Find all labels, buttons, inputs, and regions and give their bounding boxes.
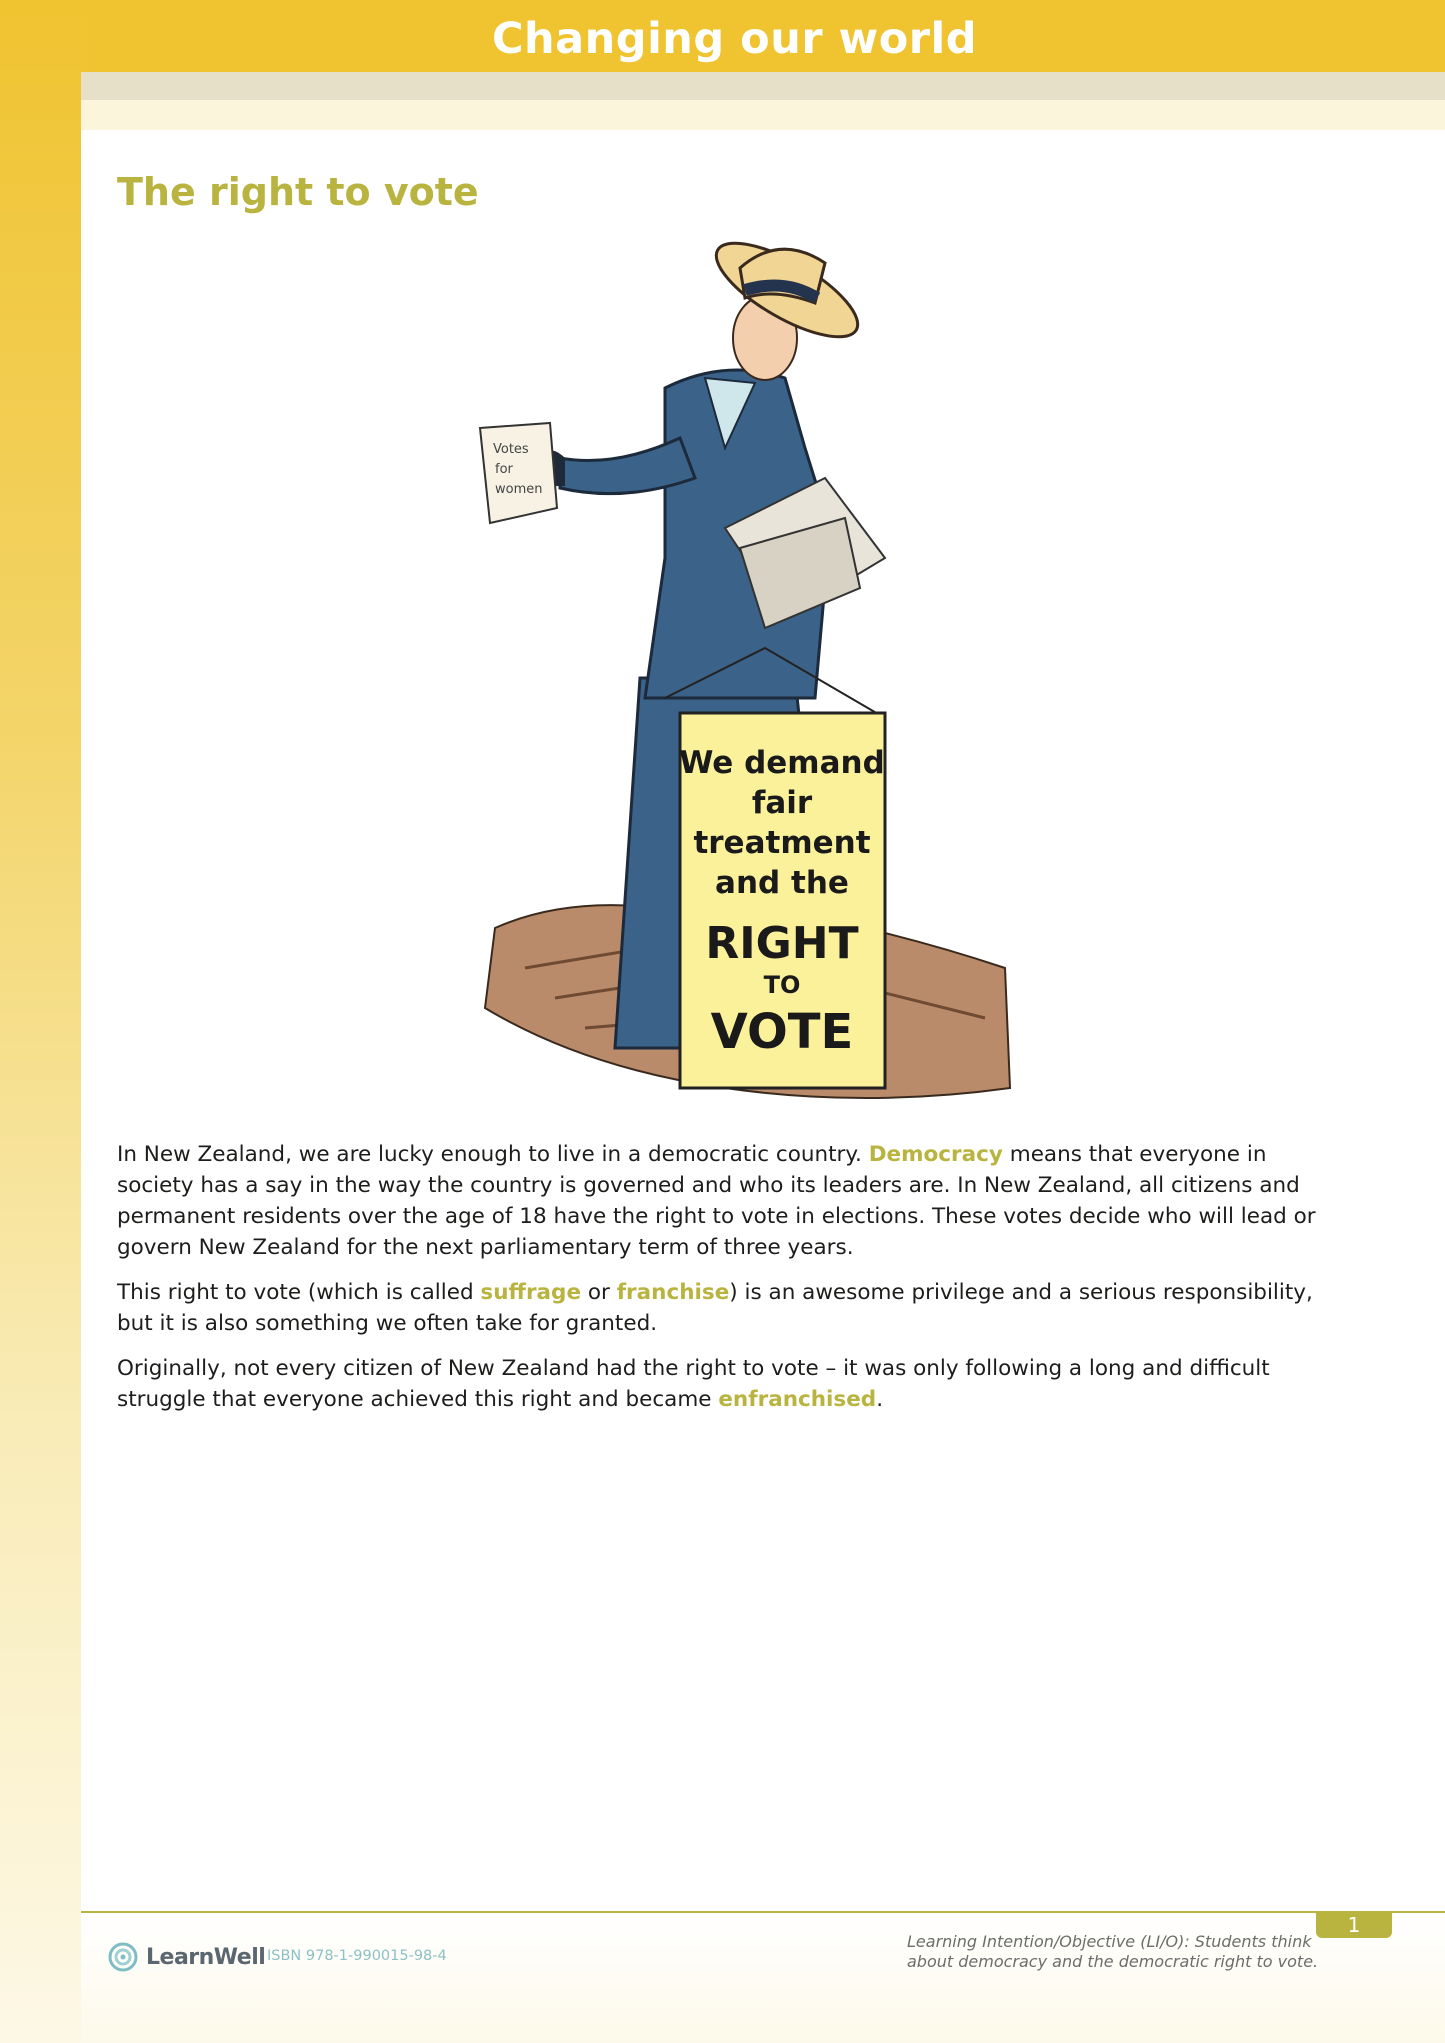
header-grey-band bbox=[81, 72, 1445, 100]
key-term: suffrage bbox=[480, 1280, 582, 1305]
paragraph: Originally, not every citizen of New Zealand had the right to vote – it was only following a long and difficult struggle that everyone achieved this right and became enfranchised. bbox=[117, 1356, 1270, 1412]
sign-line: treatment bbox=[693, 825, 871, 861]
key-term: enfranchised bbox=[718, 1387, 877, 1412]
learning-intention: Learning Intention/Objective (LI/O): Students think about democracy and the democratic right to vote. bbox=[907, 1932, 1319, 1971]
learnwell-logo bbox=[108, 1938, 265, 1976]
sign-line: VOTE bbox=[710, 1004, 854, 1060]
swirl-logo-icon bbox=[108, 1942, 138, 1972]
sign-line: RIGHT bbox=[705, 918, 859, 969]
key-term: franchise bbox=[616, 1280, 730, 1305]
leaflet bbox=[480, 423, 557, 523]
sign-line: fair bbox=[751, 785, 813, 821]
side-strip bbox=[0, 0, 81, 2043]
suffragette-illustration bbox=[465, 228, 1015, 1108]
body-text bbox=[117, 1139, 1347, 1429]
leaflet-line: women bbox=[495, 482, 543, 497]
leaflet-line: for bbox=[495, 462, 513, 477]
page-heading: The right to vote bbox=[117, 170, 479, 214]
header-cream-band bbox=[81, 100, 1445, 130]
paragraph: This right to vote (which is called suffrage or franchise) is an awesome privilege and a serious responsibility, but it is also something we often take for granted. bbox=[117, 1280, 1313, 1336]
arm bbox=[560, 438, 695, 494]
sign-line: and the bbox=[715, 865, 849, 901]
page-number: 1 bbox=[1316, 1912, 1392, 1938]
isbn: ISBN 978-1-990015-98-4 bbox=[267, 1948, 447, 1964]
leaflet-line: Votes bbox=[493, 442, 529, 457]
paragraph: In New Zealand, we are lucky enough to live in a democratic country. Democracy means that everyone in society has a say in the way the country is governed and who its leaders are. In New Zealand, all citizens and permanent residents over the age of 18 have the right to vote in elections. These votes decide who will lead or govern New Zealand for the next parliamentary term of three years. bbox=[117, 1142, 1316, 1260]
sign-line: We demand bbox=[679, 745, 885, 781]
sign-line: TO bbox=[763, 971, 801, 999]
key-term: Democracy bbox=[868, 1142, 1003, 1167]
logo-text: LearnWell bbox=[146, 1944, 266, 1970]
section-title: Changing our world bbox=[491, 14, 977, 64]
